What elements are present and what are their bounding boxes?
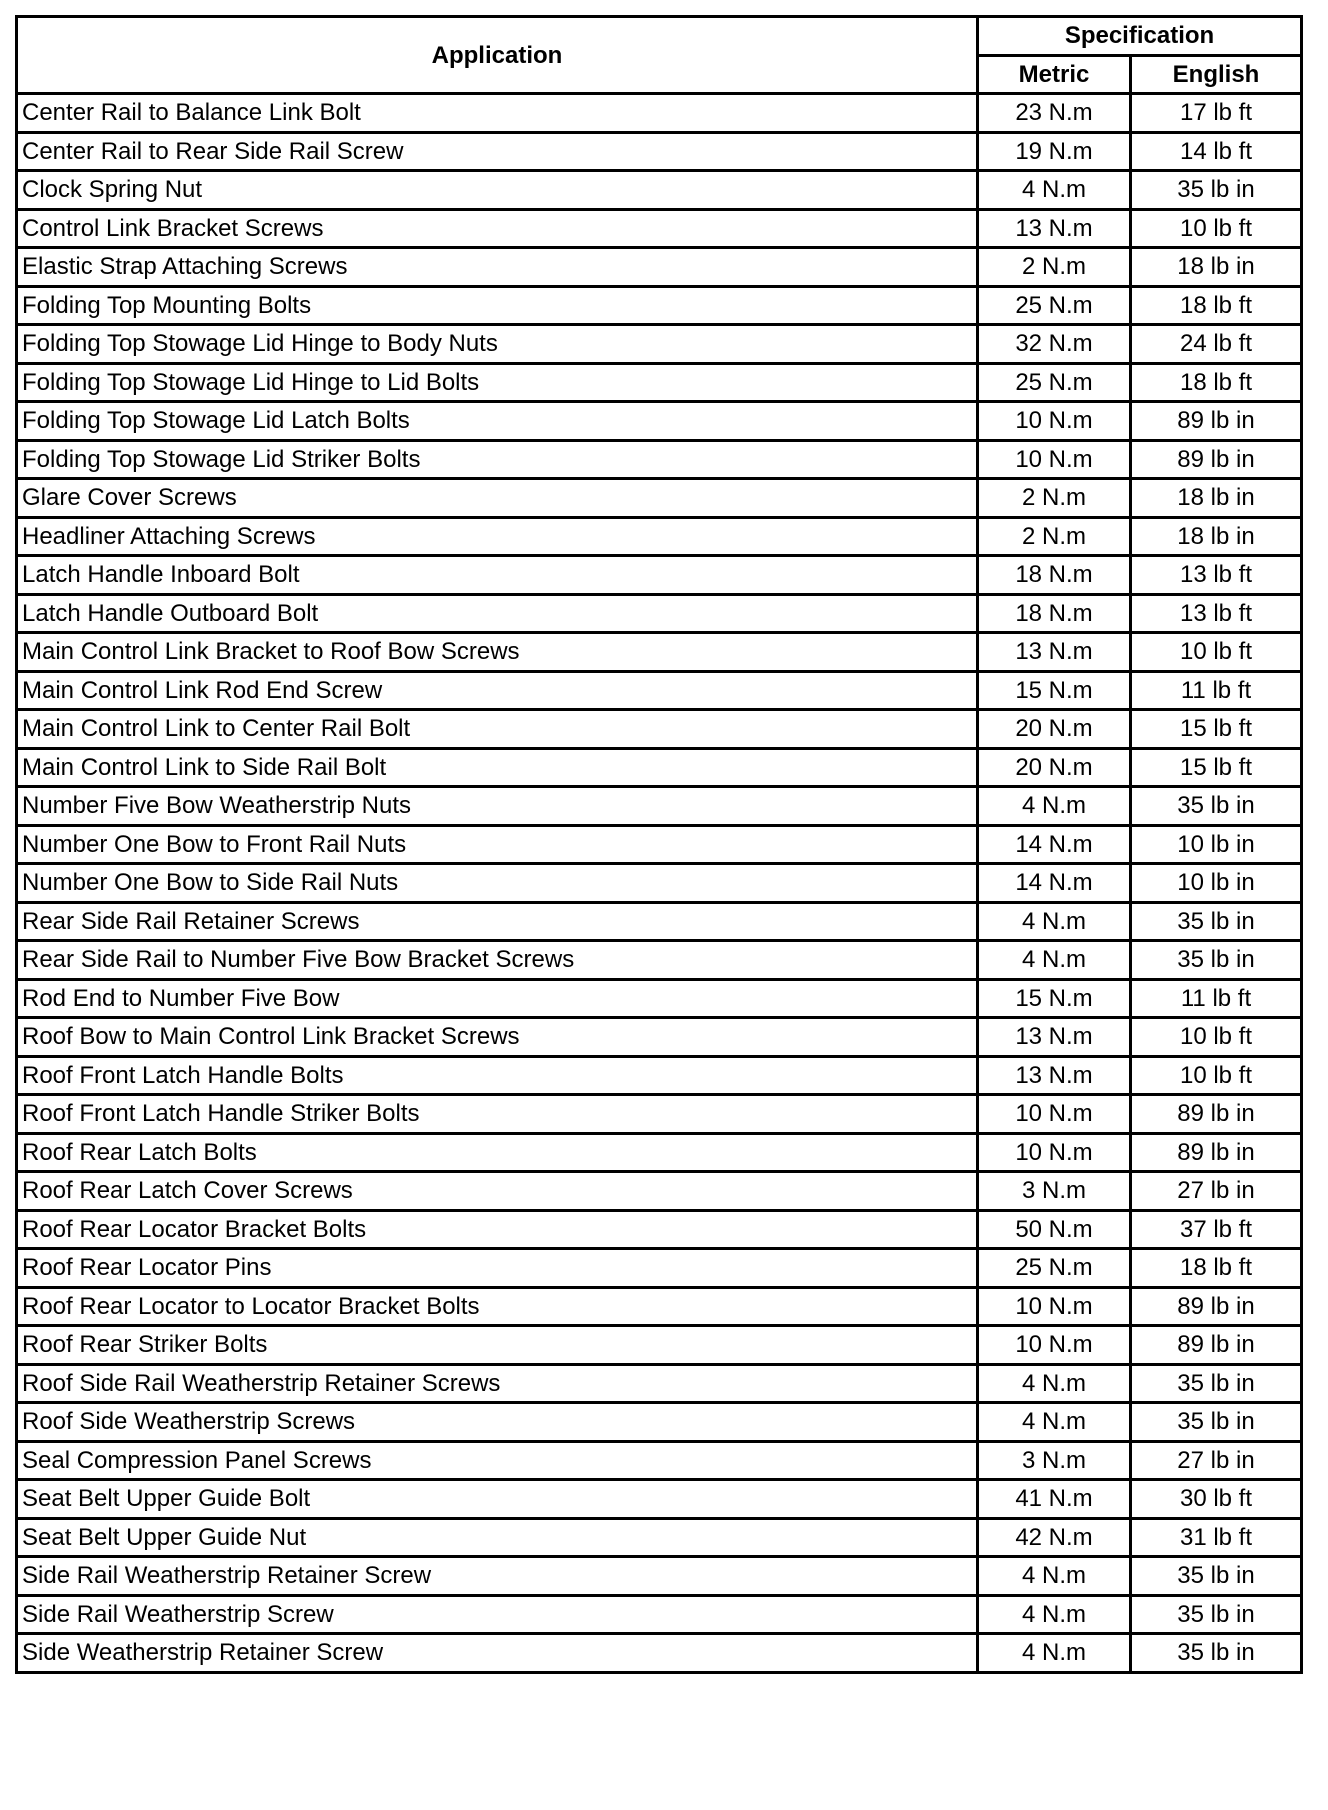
application-cell: Center Rail to Balance Link Bolt: [17, 94, 978, 133]
table-row: [17, 979, 1302, 1018]
header-specification: Specification: [978, 17, 1302, 56]
table-row: [17, 517, 1302, 556]
metric-cell: 3 N.m: [978, 1172, 1131, 1211]
table-row: [17, 1557, 1302, 1596]
english-cell: 35 lb in: [1131, 902, 1302, 941]
metric-cell: 2 N.m: [978, 248, 1131, 287]
table-row: [17, 1210, 1302, 1249]
metric-cell: 10 N.m: [978, 1095, 1131, 1134]
table-row: [17, 864, 1302, 903]
english-cell: 27 lb in: [1131, 1172, 1302, 1211]
table-row: [17, 748, 1302, 787]
english-cell: 13 lb ft: [1131, 594, 1302, 633]
table-row: [17, 325, 1302, 364]
table-row: [17, 1480, 1302, 1519]
table-row: [17, 94, 1302, 133]
metric-cell: 4 N.m: [978, 1595, 1131, 1634]
english-cell: 18 lb ft: [1131, 1249, 1302, 1288]
table-row: [17, 1056, 1302, 1095]
metric-cell: 10 N.m: [978, 440, 1131, 479]
english-cell: 89 lb in: [1131, 1133, 1302, 1172]
header-application: Application: [17, 17, 978, 94]
metric-cell: 42 N.m: [978, 1518, 1131, 1557]
metric-cell: 32 N.m: [978, 325, 1131, 364]
table-row: [17, 132, 1302, 171]
english-cell: 35 lb in: [1131, 787, 1302, 826]
application-cell: Clock Spring Nut: [17, 171, 978, 210]
application-cell: Latch Handle Outboard Bolt: [17, 594, 978, 633]
application-cell: Main Control Link Rod End Screw: [17, 671, 978, 710]
metric-cell: 4 N.m: [978, 1634, 1131, 1673]
metric-cell: 14 N.m: [978, 864, 1131, 903]
application-cell: Roof Rear Locator Bracket Bolts: [17, 1210, 978, 1249]
application-cell: Seat Belt Upper Guide Nut: [17, 1518, 978, 1557]
metric-cell: 2 N.m: [978, 479, 1131, 518]
header-metric: Metric: [978, 55, 1131, 94]
english-cell: 89 lb in: [1131, 1326, 1302, 1365]
application-cell: Headliner Attaching Screws: [17, 517, 978, 556]
application-cell: Number One Bow to Side Rail Nuts: [17, 864, 978, 903]
table-row: [17, 1249, 1302, 1288]
table-row: [17, 1364, 1302, 1403]
application-cell: Roof Bow to Main Control Link Bracket Screws: [17, 1018, 978, 1057]
application-cell: Roof Side Weatherstrip Screws: [17, 1403, 978, 1442]
english-cell: 10 lb ft: [1131, 633, 1302, 672]
table-row: [17, 286, 1302, 325]
table-row: [17, 1326, 1302, 1365]
application-cell: Folding Top Stowage Lid Latch Bolts: [17, 402, 978, 441]
table-row: [17, 1287, 1302, 1326]
table-row: [17, 787, 1302, 826]
metric-cell: 23 N.m: [978, 94, 1131, 133]
metric-cell: 4 N.m: [978, 171, 1131, 210]
application-cell: Roof Rear Striker Bolts: [17, 1326, 978, 1365]
application-cell: Control Link Bracket Screws: [17, 209, 978, 248]
table-row: [17, 1634, 1302, 1673]
metric-cell: 20 N.m: [978, 710, 1131, 749]
english-cell: 35 lb in: [1131, 941, 1302, 980]
metric-cell: 18 N.m: [978, 556, 1131, 595]
english-cell: 18 lb ft: [1131, 363, 1302, 402]
metric-cell: 13 N.m: [978, 1056, 1131, 1095]
english-cell: 10 lb ft: [1131, 1056, 1302, 1095]
metric-cell: 4 N.m: [978, 902, 1131, 941]
metric-cell: 25 N.m: [978, 363, 1131, 402]
metric-cell: 10 N.m: [978, 1133, 1131, 1172]
table-body: [17, 94, 1302, 1673]
application-cell: Elastic Strap Attaching Screws: [17, 248, 978, 287]
english-cell: 35 lb in: [1131, 1595, 1302, 1634]
table-row: [17, 671, 1302, 710]
english-cell: 11 lb ft: [1131, 671, 1302, 710]
english-cell: 13 lb ft: [1131, 556, 1302, 595]
table-row: [17, 1018, 1302, 1057]
metric-cell: 3 N.m: [978, 1441, 1131, 1480]
application-cell: Side Rail Weatherstrip Retainer Screw: [17, 1557, 978, 1596]
english-cell: 89 lb in: [1131, 402, 1302, 441]
header-row-top: [17, 17, 1302, 56]
table-row: [17, 1441, 1302, 1480]
english-cell: 89 lb in: [1131, 1095, 1302, 1134]
application-cell: Center Rail to Rear Side Rail Screw: [17, 132, 978, 171]
english-cell: 17 lb ft: [1131, 94, 1302, 133]
english-cell: 31 lb ft: [1131, 1518, 1302, 1557]
metric-cell: 10 N.m: [978, 1326, 1131, 1365]
metric-cell: 2 N.m: [978, 517, 1131, 556]
metric-cell: 20 N.m: [978, 748, 1131, 787]
table-row: [17, 633, 1302, 672]
english-cell: 18 lb in: [1131, 479, 1302, 518]
metric-cell: 50 N.m: [978, 1210, 1131, 1249]
application-cell: Seal Compression Panel Screws: [17, 1441, 978, 1480]
table-row: [17, 710, 1302, 749]
english-cell: 18 lb ft: [1131, 286, 1302, 325]
application-cell: Roof Rear Locator Pins: [17, 1249, 978, 1288]
english-cell: 15 lb ft: [1131, 748, 1302, 787]
application-cell: Main Control Link to Center Rail Bolt: [17, 710, 978, 749]
application-cell: Main Control Link to Side Rail Bolt: [17, 748, 978, 787]
table-row: [17, 941, 1302, 980]
english-cell: 24 lb ft: [1131, 325, 1302, 364]
table-row: [17, 440, 1302, 479]
metric-cell: 4 N.m: [978, 1557, 1131, 1596]
metric-cell: 15 N.m: [978, 979, 1131, 1018]
table-header: [17, 17, 1302, 94]
english-cell: 10 lb ft: [1131, 1018, 1302, 1057]
table-row: [17, 363, 1302, 402]
application-cell: Roof Front Latch Handle Bolts: [17, 1056, 978, 1095]
application-cell: Seat Belt Upper Guide Bolt: [17, 1480, 978, 1519]
application-cell: Roof Front Latch Handle Striker Bolts: [17, 1095, 978, 1134]
english-cell: 15 lb ft: [1131, 710, 1302, 749]
table-row: [17, 402, 1302, 441]
table-row: [17, 902, 1302, 941]
english-cell: 89 lb in: [1131, 440, 1302, 479]
table-row: [17, 556, 1302, 595]
english-cell: 35 lb in: [1131, 1634, 1302, 1673]
metric-cell: 14 N.m: [978, 825, 1131, 864]
english-cell: 37 lb ft: [1131, 1210, 1302, 1249]
metric-cell: 4 N.m: [978, 941, 1131, 980]
metric-cell: 41 N.m: [978, 1480, 1131, 1519]
english-cell: 27 lb in: [1131, 1441, 1302, 1480]
table-row: [17, 248, 1302, 287]
table-row: [17, 1095, 1302, 1134]
table-row: [17, 479, 1302, 518]
table-row: [17, 1172, 1302, 1211]
application-cell: Roof Side Rail Weatherstrip Retainer Screws: [17, 1364, 978, 1403]
metric-cell: 4 N.m: [978, 1403, 1131, 1442]
english-cell: 30 lb ft: [1131, 1480, 1302, 1519]
english-cell: 18 lb in: [1131, 517, 1302, 556]
application-cell: Roof Rear Locator to Locator Bracket Bolts: [17, 1287, 978, 1326]
application-cell: Folding Top Mounting Bolts: [17, 286, 978, 325]
table-row: [17, 1403, 1302, 1442]
metric-cell: 10 N.m: [978, 402, 1131, 441]
application-cell: Glare Cover Screws: [17, 479, 978, 518]
application-cell: Folding Top Stowage Lid Hinge to Lid Bolts: [17, 363, 978, 402]
application-cell: Side Weatherstrip Retainer Screw: [17, 1634, 978, 1673]
application-cell: Number Five Bow Weatherstrip Nuts: [17, 787, 978, 826]
metric-cell: 19 N.m: [978, 132, 1131, 171]
english-cell: 35 lb in: [1131, 1557, 1302, 1596]
metric-cell: 15 N.m: [978, 671, 1131, 710]
fastener-specification-table: [15, 15, 1303, 1674]
english-cell: 11 lb ft: [1131, 979, 1302, 1018]
english-cell: 35 lb in: [1131, 171, 1302, 210]
metric-cell: 13 N.m: [978, 633, 1131, 672]
application-cell: Folding Top Stowage Lid Hinge to Body Nuts: [17, 325, 978, 364]
table-row: [17, 171, 1302, 210]
english-cell: 18 lb in: [1131, 248, 1302, 287]
english-cell: 10 lb in: [1131, 825, 1302, 864]
metric-cell: 25 N.m: [978, 1249, 1131, 1288]
table-row: [17, 825, 1302, 864]
application-cell: Latch Handle Inboard Bolt: [17, 556, 978, 595]
header-english: English: [1131, 55, 1302, 94]
metric-cell: 18 N.m: [978, 594, 1131, 633]
metric-cell: 4 N.m: [978, 787, 1131, 826]
application-cell: Roof Rear Latch Cover Screws: [17, 1172, 978, 1211]
english-cell: 10 lb ft: [1131, 209, 1302, 248]
table-row: [17, 1518, 1302, 1557]
table-row: [17, 209, 1302, 248]
application-cell: Rear Side Rail to Number Five Bow Bracket Screws: [17, 941, 978, 980]
metric-cell: 13 N.m: [978, 209, 1131, 248]
metric-cell: 25 N.m: [978, 286, 1131, 325]
english-cell: 14 lb ft: [1131, 132, 1302, 171]
english-cell: 35 lb in: [1131, 1403, 1302, 1442]
english-cell: 10 lb in: [1131, 864, 1302, 903]
english-cell: 89 lb in: [1131, 1287, 1302, 1326]
application-cell: Side Rail Weatherstrip Screw: [17, 1595, 978, 1634]
table-row: [17, 1595, 1302, 1634]
table-row: [17, 1133, 1302, 1172]
application-cell: Main Control Link Bracket to Roof Bow Screws: [17, 633, 978, 672]
metric-cell: 4 N.m: [978, 1364, 1131, 1403]
table-row: [17, 594, 1302, 633]
english-cell: 35 lb in: [1131, 1364, 1302, 1403]
application-cell: Rod End to Number Five Bow: [17, 979, 978, 1018]
application-cell: Number One Bow to Front Rail Nuts: [17, 825, 978, 864]
application-cell: Rear Side Rail Retainer Screws: [17, 902, 978, 941]
application-cell: Roof Rear Latch Bolts: [17, 1133, 978, 1172]
application-cell: Folding Top Stowage Lid Striker Bolts: [17, 440, 978, 479]
metric-cell: 10 N.m: [978, 1287, 1131, 1326]
metric-cell: 13 N.m: [978, 1018, 1131, 1057]
